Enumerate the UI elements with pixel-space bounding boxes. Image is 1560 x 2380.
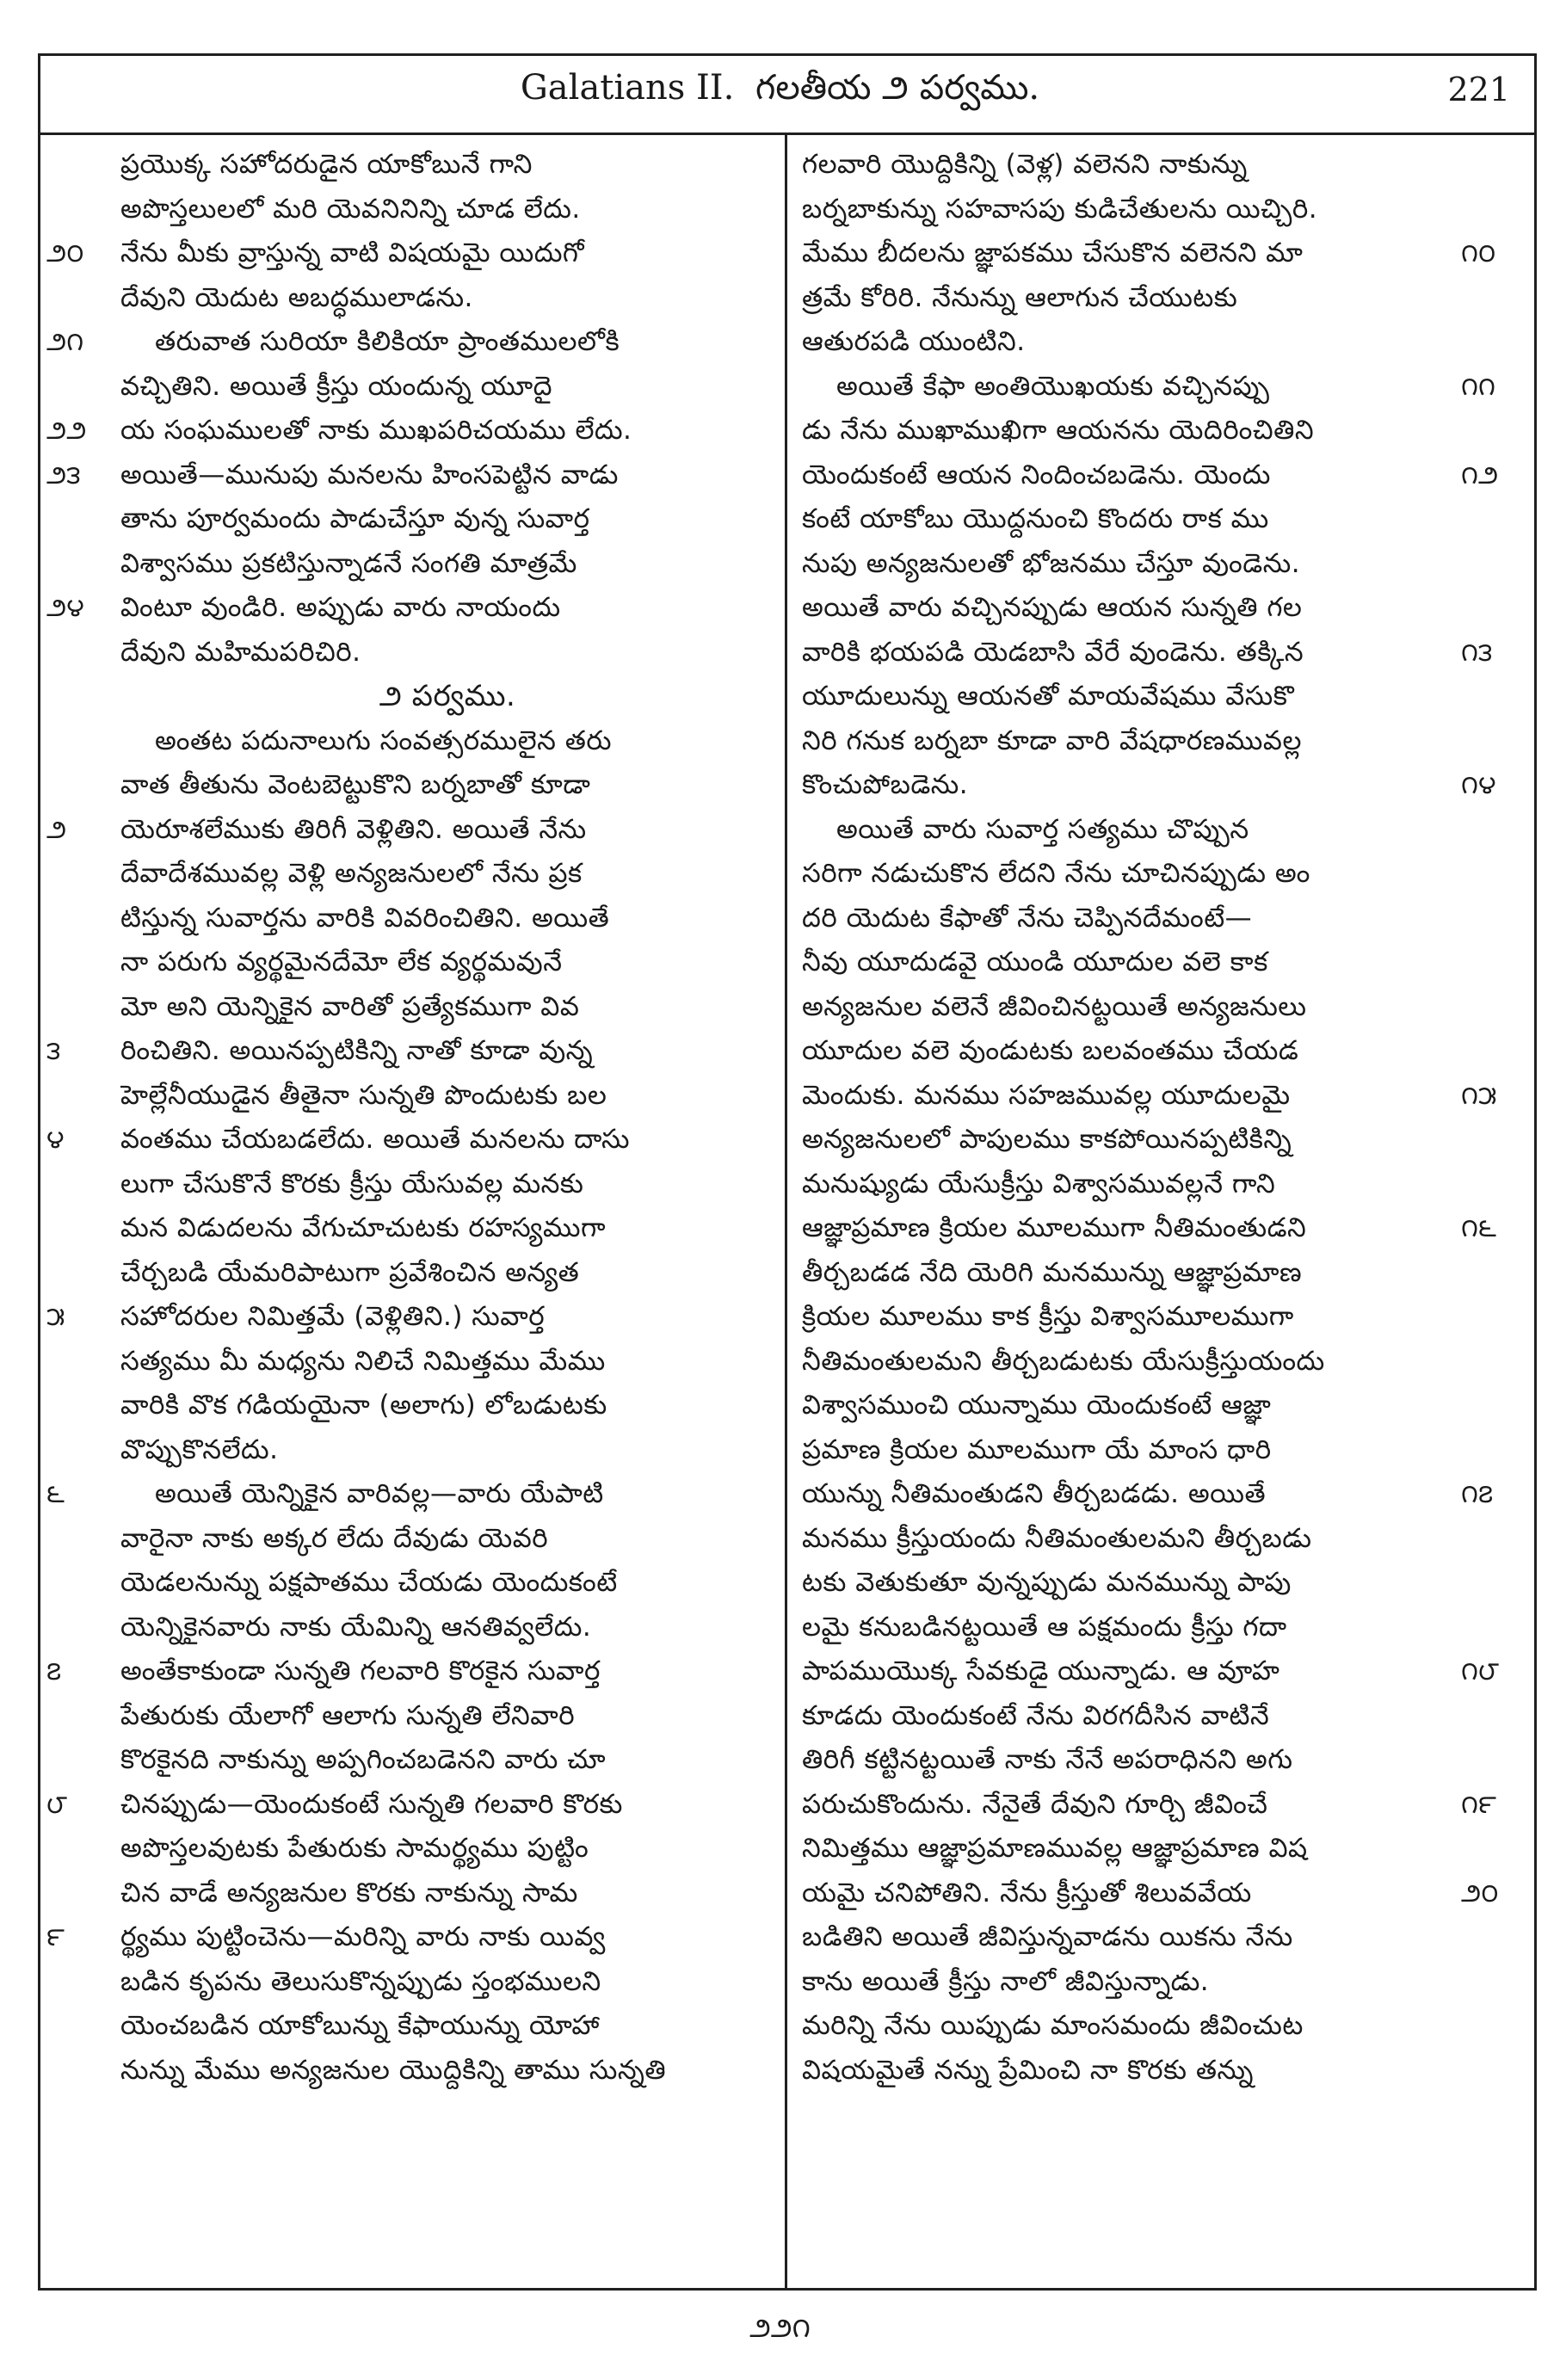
text-line: వాత తీతును వెంటబెట్టుకొని బర్నబాతో కూడా xyxy=(120,769,591,800)
text-line: రించితిని. అయినప్పటికిన్ని నాతో కూడా వున్న xyxy=(120,1035,594,1066)
text-line: గలవారి యొద్దికిన్ని (వెళ్ల) వలెనని నాకున్ను xyxy=(802,149,1248,180)
text-line: పరుచుకొందును. నేనైతే దేవుని గూర్చి జీవించే xyxy=(802,1788,1268,1820)
verse-number: ౨౦ xyxy=(1461,1877,1499,1908)
verse-number: ౧౮ xyxy=(1461,1656,1500,1686)
verse-number: ౧౨ xyxy=(1461,459,1499,490)
text-line: పేతురుకు యేలాగో ఆలాగు సున్నతి లేనివారి xyxy=(120,1699,576,1731)
text-line: యూదులున్ను ఆయనతో మాయవేషము వేసుకొ xyxy=(802,681,1295,712)
verse-number: ౧౧ xyxy=(1461,371,1495,402)
right-column xyxy=(802,143,1456,2093)
text-line: సహోదరుల నిమిత్తమే (వెళ్లితిని.) సువార్త xyxy=(120,1301,546,1332)
text-line: వంతము చేయబడలేదు. అయితే మనలను దాసు xyxy=(120,1124,630,1155)
text-line: ప్రయొక్క సహోదరుడైన యాకోబునే గాని xyxy=(120,149,533,180)
verse-number: ౫ xyxy=(46,1302,65,1332)
text-line: ఆజ్ఞాప్రమాణ క్రియల మూలముగా నీతిమంతుడని xyxy=(802,1212,1307,1243)
text-line: దేవాదేశమువల్ల వెళ్లి అన్యజనులలో నేను ప్రక xyxy=(120,858,583,889)
text-line: కొరకైనది నాకున్ను అప్పగించబడెనని వారు చూ xyxy=(120,1744,607,1775)
header-title-english: Galatians II. xyxy=(520,68,735,108)
text-line: దేవుని మహిమపరిచిరి. xyxy=(120,636,361,668)
text-line: వారైనా నాకు అక్కర లేదు దేవుడు యెవరి xyxy=(120,1522,549,1554)
text-line: యమై చనిపోతిని. నేను క్రీస్తుతో శిలువవేయ xyxy=(802,1877,1252,1908)
text-line: అయితే యెన్నికైన వారివల్ల—వారు యేపాటి xyxy=(155,1478,604,1509)
text-line: నేను మీకు వ్రాస్తున్న వాటి విషయమై యిదుగో xyxy=(120,237,585,268)
header-title-telugu: గలతీయ ౨ పర్వము. xyxy=(755,68,1040,108)
text-line: అన్యజనులలో పాపులము కాకపోయినప్పటికిన్ని xyxy=(802,1124,1292,1155)
text-line: అయితే వారు సువార్త సత్యము చొప్పున xyxy=(836,813,1249,845)
text-line: వచ్చితిని. అయితే క్రీస్తు యందున్న యూదై xyxy=(120,370,553,402)
text-line: దరి యెదుట కేఫాతో నేను చెప్పినదేమంటే— xyxy=(802,902,1253,934)
text-line: నీతిమంతులమని తీర్చబడుటకు యేసుక్రీస్తుయందు xyxy=(802,1345,1325,1377)
running-header xyxy=(0,62,1560,114)
text-line: పాపముయొక్క సేవకుడై యున్నాడు. ఆ వూహ xyxy=(802,1656,1280,1686)
verse-number: ౮ xyxy=(46,1789,68,1820)
verse-number: ౨౧ xyxy=(46,327,84,357)
verse-number: ౭ xyxy=(46,1656,62,1686)
text-line: అయితే వారు వచ్చినప్పుడు ఆయన సున్నతి గల xyxy=(802,592,1303,623)
text-line: అంతట పదునాలుగు సంవత్సరములైన తరు xyxy=(155,724,612,756)
text-line: యున్ను నీతిమంతుడని తీర్చబడడు. అయితే xyxy=(802,1478,1267,1509)
verse-number: ౧౦ xyxy=(1461,238,1496,268)
verse-number: ౯ xyxy=(46,1922,65,1952)
text-line: కూడదు యెందుకంటే నేను విరగదీసిన వాటినే xyxy=(802,1699,1270,1731)
text-line: లమై కనుబడినట్టయితే ఆ పక్షమందు క్రీస్తు గదా xyxy=(802,1611,1287,1643)
text-line: సత్యము మీ మధ్యను నిలిచే నిమిత్తము మేము xyxy=(120,1345,606,1377)
text-line: విశ్వాసము ప్రకటిస్తున్నాడనే సంగతి మాత్రమే xyxy=(120,547,577,579)
text-line: తాను పూర్వమందు పాడుచేస్తూ వున్న సువార్త xyxy=(120,503,590,534)
verse-number: ౧౭ xyxy=(1461,1479,1494,1509)
text-line: యెడలనున్ను పక్షపాతము చేయడు యెందుకంటే xyxy=(120,1567,618,1598)
text-line: ఆతురపడి యుంటిని. xyxy=(802,326,1026,357)
text-line: తరువాత సురియా కిలికియా ప్రాంతములలోకి xyxy=(155,326,620,357)
verse-number: ౬ xyxy=(46,1479,65,1509)
text-line: యెన్నికైనవారు నాకు యేమిన్ని ఆనతివ్వలేదు. xyxy=(120,1611,592,1643)
verse-number: ౨౨ xyxy=(46,416,87,446)
text-line: కంటే యాకోబు యొద్దనుంచి కొందరు రాక ము xyxy=(802,503,1269,534)
text-line: మెందుకు. మనము సహజమువల్ల యూదులమై xyxy=(802,1079,1291,1111)
text-line: వారికి వొక గడియయైనా (అలాగు) లోబడుటకు xyxy=(120,1390,607,1421)
verse-number: ౨౦ xyxy=(46,238,84,268)
page-number: 221 xyxy=(1447,71,1510,108)
text-line: బర్నబాకున్ను సహవాసపు కుడిచేతులను యిచ్చిరి. xyxy=(802,193,1318,225)
text-line: వొప్పుకొనలేదు. xyxy=(120,1434,279,1465)
text-line: సరిగా నడుచుకొన లేదని నేను చూచినప్పుడు అం xyxy=(802,858,1310,889)
text-line: చేర్చబడి యేమరిపాటుగా ప్రవేశించిన అన్యత xyxy=(120,1256,580,1288)
left-column xyxy=(120,143,774,2093)
text-line: చిన వాడే అన్యజనుల కొరకు నాకున్ను సామ xyxy=(120,1877,578,1908)
text-line: నున్ను మేము అన్యజనుల యొద్దికిన్ని తాము సున్నతి xyxy=(120,2054,667,2086)
text-line: వింటూ వుండిరి. అప్పుడు వారు నాయందు xyxy=(120,592,561,623)
text-line: విశ్వాసముంచి యున్నాము యెందుకంటే ఆజ్ఞా xyxy=(802,1390,1272,1421)
text-line: నుపు అన్యజనులతో భోజనము చేస్తూ వుండెను. xyxy=(802,547,1301,579)
text-line: యెందుకంటే ఆయన నిందించబడెను. యెందు xyxy=(802,459,1271,490)
text-line: అయితే—మునుపు మనలను హింసపెట్టిన వాడు xyxy=(120,459,619,490)
text-line: మరిన్ని నేను యిప్పుడు మాంసమందు జీవించుట xyxy=(802,2010,1304,2041)
verse-number: ౪ xyxy=(46,1125,65,1155)
verse-number: ౩ xyxy=(46,1036,61,1066)
footer-signature: ౨౨౧ xyxy=(749,2311,811,2344)
text-line: మో అని యెన్నికైన వారితో ప్రత్యేకముగా వివ xyxy=(120,990,580,1022)
verse-number: ౨ xyxy=(46,814,67,845)
text-line: మేము బీదలను జ్ఞాపకము చేసుకొన వలెనని మా xyxy=(802,237,1304,268)
text-line: హెల్లేనీయుడైన తీతైనా సున్నతి పొందుటకు బల xyxy=(120,1079,607,1111)
text-line: యూదుల వలె వుండుటకు బలవంతము చేయడ xyxy=(802,1035,1299,1066)
verse-number: ౨౩ xyxy=(46,459,81,490)
header-rule xyxy=(38,133,1537,135)
text-line: అన్యజనుల వలెనే జీవించినట్టయితే అన్యజనులు xyxy=(802,990,1307,1022)
text-line: య సంఘములతో నాకు ముఖపరిచయము లేదు. xyxy=(120,415,632,446)
text-line: ర్థ్యము పుట్టించెను—మరిన్ని వారు నాకు యివ్వ xyxy=(120,1921,606,1952)
verse-number: ౧౬ xyxy=(1461,1213,1496,1243)
text-line: కాను అయితే క్రీస్తు నాలో జీవిస్తున్నాడు. xyxy=(802,1965,1210,1997)
column-divider xyxy=(785,135,787,2291)
text-line: కొంచుపోబడెను. xyxy=(802,769,969,800)
text-line: డు నేను ముఖాముఖిగా ఆయనను యెదిరించితిని xyxy=(802,415,1315,446)
text-line: యెంచబడిన యాకోబున్ను కేఫాయున్ను యోహా xyxy=(120,2010,600,2041)
text-line: దేవుని యెదుట అబద్ధములాడను. xyxy=(120,281,473,313)
text-line: చినప్పుడు—యెందుకంటే సున్నతి గలవారి కొరకు xyxy=(120,1788,623,1820)
text-line: మనుష్యుడు యేసుక్రీస్తు విశ్వాసమువల్లనే గాని xyxy=(802,1168,1276,1199)
text-line: త్రమే కోరిరి. నేనున్ను ఆలాగున చేయుటకు xyxy=(802,281,1238,313)
text-line: టిస్తున్న సువార్తను వారికి వివరించితిని. అయితే xyxy=(120,902,610,934)
chapter-heading: ౨ పర్వము. xyxy=(379,679,516,713)
text-line: అపొస్తలులలో మరి యెవనినిన్ని చూడ లేదు. xyxy=(120,193,581,225)
text-line: తీర్చబడడ నేది యెరిగి మనమున్ను ఆజ్ఞాప్రమాణ xyxy=(802,1256,1303,1288)
text-line: మన విడుదలను వేగుచూచుటకు రహస్యముగా xyxy=(120,1212,607,1243)
text-line: నిమిత్తము ఆజ్ఞాప్రమాణమువల్ల ఆజ్ఞాప్రమాణ విష xyxy=(802,1833,1308,1864)
text-line: తిరిగీ కట్టినట్టయితే నాకు నేనే అపరాధినని అగు xyxy=(802,1744,1293,1775)
text-line: క్రియల మూలము కాక క్రీస్తు విశ్వాసమూలముగా xyxy=(802,1301,1294,1332)
text-line: నీవు యూదుడవై యుండి యూదుల వలె కాక xyxy=(802,946,1268,977)
text-line: వారికి భయపడి యెడబాసి వేరే వుండెను. తక్కిన xyxy=(802,636,1304,668)
text-line: అంతేకాకుండా సున్నతి గలవారి కొరకైన సువార్త xyxy=(120,1656,601,1686)
text-line: విషయమైతే నన్ను ప్రేమించి నా కొరకు తన్ను xyxy=(802,2054,1254,2086)
text-line: నిరి గనుక బర్నబా కూడా వారి వేషధారణమువల్ల xyxy=(802,724,1302,756)
verse-number: ౧౪ xyxy=(1461,770,1496,800)
verse-number: ౧౩ xyxy=(1461,637,1493,668)
text-line: యెరూశలేముకు తిరిగీ వెళ్లితిని. అయితే నేను xyxy=(120,813,587,845)
text-line: మనము క్రీస్తుయందు నీతిమంతులమని తీర్చబడు xyxy=(802,1522,1312,1554)
text-line: ప్రమాణ క్రియల మూలముగా యే మాంస ధారి xyxy=(802,1434,1272,1465)
text-line: అయితే కేఫా అంతియొఖయకు వచ్చినప్పు xyxy=(836,370,1270,402)
verse-number: ౧౫ xyxy=(1461,1080,1497,1111)
text-line: నా పరుగు వ్యర్థమైనదేమో లేక వ్యర్థమవునే xyxy=(120,946,563,977)
verse-number: ౧౯ xyxy=(1461,1789,1496,1820)
text-line: బడితిని అయితే జీవిస్తున్నవాడను యికను నేను xyxy=(802,1921,1293,1952)
text-line: టకు వెతుకుతూ వున్నప్పుడు మనమున్ను పాపు xyxy=(802,1567,1292,1598)
text-line: అపొస్తలవుటకు పేతురుకు సామర్థ్యము పుట్టిం xyxy=(120,1833,589,1864)
verse-number: ౨౪ xyxy=(46,593,84,623)
text-line: బడిన కృపను తెలుసుకొన్నప్పుడు స్తంభములని xyxy=(120,1965,601,1997)
text-line: లుగా చేసుకొనే కొరకు క్రీస్తు యేసువల్ల మనకు xyxy=(120,1168,584,1199)
